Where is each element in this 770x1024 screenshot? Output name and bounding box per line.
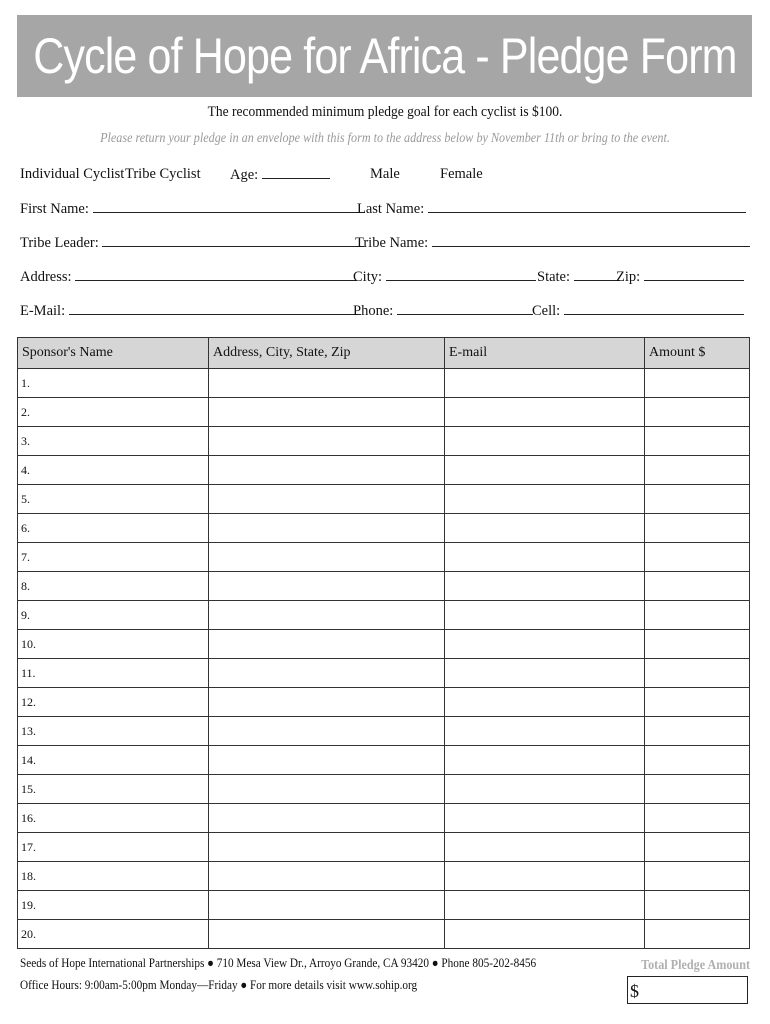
cell-label: Cell: [532,303,561,319]
first-name-field[interactable] [20,200,365,218]
title-banner [17,15,752,97]
email-cell[interactable] [445,456,645,485]
header-email: E-mail [445,338,645,369]
zip-label: Zip: [616,269,641,285]
sponsor-table-header [18,338,750,369]
sponsor-name-cell[interactable]: 9. [18,601,209,630]
page-title: Cycle of Hope for Africa - Pledge Form [32,28,737,84]
address-label: Address: [20,269,72,285]
dollar-sign: $ [630,981,639,1001]
amount-cell[interactable] [645,398,750,427]
table-row [18,456,750,485]
address-cell[interactable] [209,833,445,862]
last-name-field[interactable] [357,200,746,218]
address-cell[interactable] [209,369,445,398]
last-name-label: Last Name: [357,201,425,217]
amount-cell[interactable] [645,543,750,572]
sponsor-name-cell[interactable]: 18. [18,862,209,891]
table-row [18,717,750,746]
first-name-line[interactable] [93,200,365,213]
cell-line[interactable] [564,302,744,315]
email-cell[interactable] [445,630,645,659]
email-cell[interactable] [445,514,645,543]
table-row [18,891,750,920]
sponsor-name-cell[interactable]: 15. [18,775,209,804]
table-row [18,775,750,804]
address-cell[interactable] [209,630,445,659]
zip-line[interactable] [644,268,744,281]
email-cell[interactable] [445,833,645,862]
table-row [18,398,750,427]
sponsor-name-cell[interactable]: 16. [18,804,209,833]
amount-cell[interactable] [645,659,750,688]
male-option[interactable]: Male [370,166,400,182]
header-amount: Amount $ [645,338,750,369]
amount-cell[interactable] [645,891,750,920]
email-cell[interactable] [445,717,645,746]
amount-cell[interactable] [645,920,750,949]
table-row [18,543,750,572]
city-line[interactable] [386,268,536,281]
total-pledge-label: Total Pledge Amount [641,957,750,972]
sponsor-name-cell[interactable]: 7. [18,543,209,572]
city-label: City: [353,269,383,285]
email-cell[interactable] [445,775,645,804]
amount-cell[interactable] [645,862,750,891]
table-row [18,746,750,775]
address-cell[interactable] [209,775,445,804]
email-cell[interactable] [445,485,645,514]
pledge-goal-text: The recommended minimum pledge goal for each cyclist is $100. [207,104,563,120]
table-row [18,862,750,891]
table-row [18,369,750,398]
email-cell[interactable] [445,862,645,891]
tribe-leader-label: Tribe Leader: [20,235,99,251]
table-row [18,572,750,601]
table-row [18,804,750,833]
sponsor-name-cell[interactable]: 6. [18,514,209,543]
tribe-leader-field[interactable] [20,234,364,252]
table-row [18,833,750,862]
header-sponsor-name: Sponsor's Name [18,338,209,369]
sponsor-name-cell[interactable]: 10. [18,630,209,659]
tribe-leader-line[interactable] [102,234,364,247]
email-cell[interactable] [445,804,645,833]
sponsor-name-cell[interactable]: 14. [18,746,209,775]
sponsor-name-cell[interactable]: 2. [18,398,209,427]
amount-cell[interactable] [645,514,750,543]
address-cell[interactable] [209,920,445,949]
address-cell[interactable] [209,514,445,543]
email-cell[interactable] [445,659,645,688]
sponsor-name-cell[interactable]: 4. [18,456,209,485]
email-cell[interactable] [445,601,645,630]
sponsor-name-cell[interactable]: 8. [18,572,209,601]
age-label: Age: [230,167,259,183]
table-row [18,601,750,630]
amount-cell[interactable] [645,717,750,746]
address-cell[interactable] [209,862,445,891]
state-label: State: [537,269,571,285]
email-cell[interactable] [445,572,645,601]
amount-cell[interactable] [645,572,750,601]
sponsor-name-cell[interactable]: 1. [18,369,209,398]
tribe-name-line[interactable] [432,234,750,247]
sponsor-name-cell[interactable]: 19. [18,891,209,920]
sponsor-name-cell[interactable]: 11. [18,659,209,688]
table-row [18,514,750,543]
sponsor-name-cell[interactable]: 17. [18,833,209,862]
tribe-name-field[interactable] [355,234,750,252]
total-pledge-field[interactable] [627,976,748,1004]
amount-cell[interactable] [645,456,750,485]
zip-field[interactable] [616,268,744,286]
sponsor-name-cell[interactable]: 20. [18,920,209,949]
email-cell[interactable] [445,543,645,572]
cell-field[interactable] [532,302,744,320]
email-cell[interactable] [445,746,645,775]
state-field[interactable] [537,268,620,286]
table-row [18,659,750,688]
address-cell[interactable] [209,601,445,630]
footer-address: Seeds of Hope International Partnerships ● 710 Mesa View Dr., Arroyo Grande, CA 93420 ● Phone 805-202-8456 [20,956,537,970]
tribe-name-label: Tribe Name: [355,235,429,251]
email-label: E-Mail: [20,303,66,319]
footer-hours: Office Hours: 9:00am-5:00pm Monday—Friday ● For more details visit www.sohip.org [20,978,418,992]
amount-cell[interactable] [645,688,750,717]
email-cell[interactable] [445,920,645,949]
phone-field[interactable] [353,302,533,320]
amount-cell[interactable] [645,804,750,833]
address-cell[interactable] [209,543,445,572]
address-field[interactable] [20,268,357,286]
address-cell[interactable] [209,891,445,920]
female-option[interactable]: Female [440,166,483,182]
sponsor-table [17,337,750,949]
table-row [18,485,750,514]
sponsor-name-cell[interactable]: 3. [18,427,209,456]
table-row [18,427,750,456]
email-line[interactable] [69,302,361,315]
address-line[interactable] [75,268,357,281]
phone-line[interactable] [397,302,533,315]
first-name-label: First Name: [20,201,89,217]
address-cell[interactable] [209,456,445,485]
amount-cell[interactable] [645,485,750,514]
city-field[interactable] [353,268,536,286]
email-cell[interactable] [445,369,645,398]
sponsor-name-cell[interactable]: 12. [18,688,209,717]
email-cell[interactable] [445,427,645,456]
phone-label: Phone: [353,303,394,319]
age-line[interactable] [262,166,330,179]
address-cell[interactable] [209,485,445,514]
email-cell[interactable] [445,398,645,427]
tribe-cyclist-option[interactable]: Tribe Cyclist [125,166,201,182]
address-cell[interactable] [209,688,445,717]
last-name-line[interactable] [428,200,746,213]
sponsor-name-cell[interactable]: 13. [18,717,209,746]
table-row [18,630,750,659]
address-cell[interactable] [209,398,445,427]
amount-cell[interactable] [645,427,750,456]
return-instructions: Please return your pledge in an envelope with this form to the address below by November 11th or bring to the event. [100,130,670,145]
address-cell[interactable] [209,572,445,601]
amount-cell[interactable] [645,601,750,630]
amount-cell[interactable] [645,369,750,398]
sponsor-name-cell[interactable]: 5. [18,485,209,514]
table-row [18,688,750,717]
header-address: Address, City, State, Zip [209,338,445,369]
table-row [18,920,750,949]
email-cell[interactable] [445,688,645,717]
age-field[interactable] [230,166,330,184]
state-line[interactable] [574,268,620,281]
amount-cell[interactable] [645,630,750,659]
amount-cell[interactable] [645,775,750,804]
amount-cell[interactable] [645,833,750,862]
email-cell[interactable] [445,891,645,920]
address-cell[interactable] [209,746,445,775]
individual-cyclist-option[interactable]: Individual Cyclist [20,166,125,182]
address-cell[interactable] [209,804,445,833]
email-field[interactable] [20,302,361,320]
address-cell[interactable] [209,717,445,746]
amount-cell[interactable] [645,746,750,775]
address-cell[interactable] [209,659,445,688]
address-cell[interactable] [209,427,445,456]
